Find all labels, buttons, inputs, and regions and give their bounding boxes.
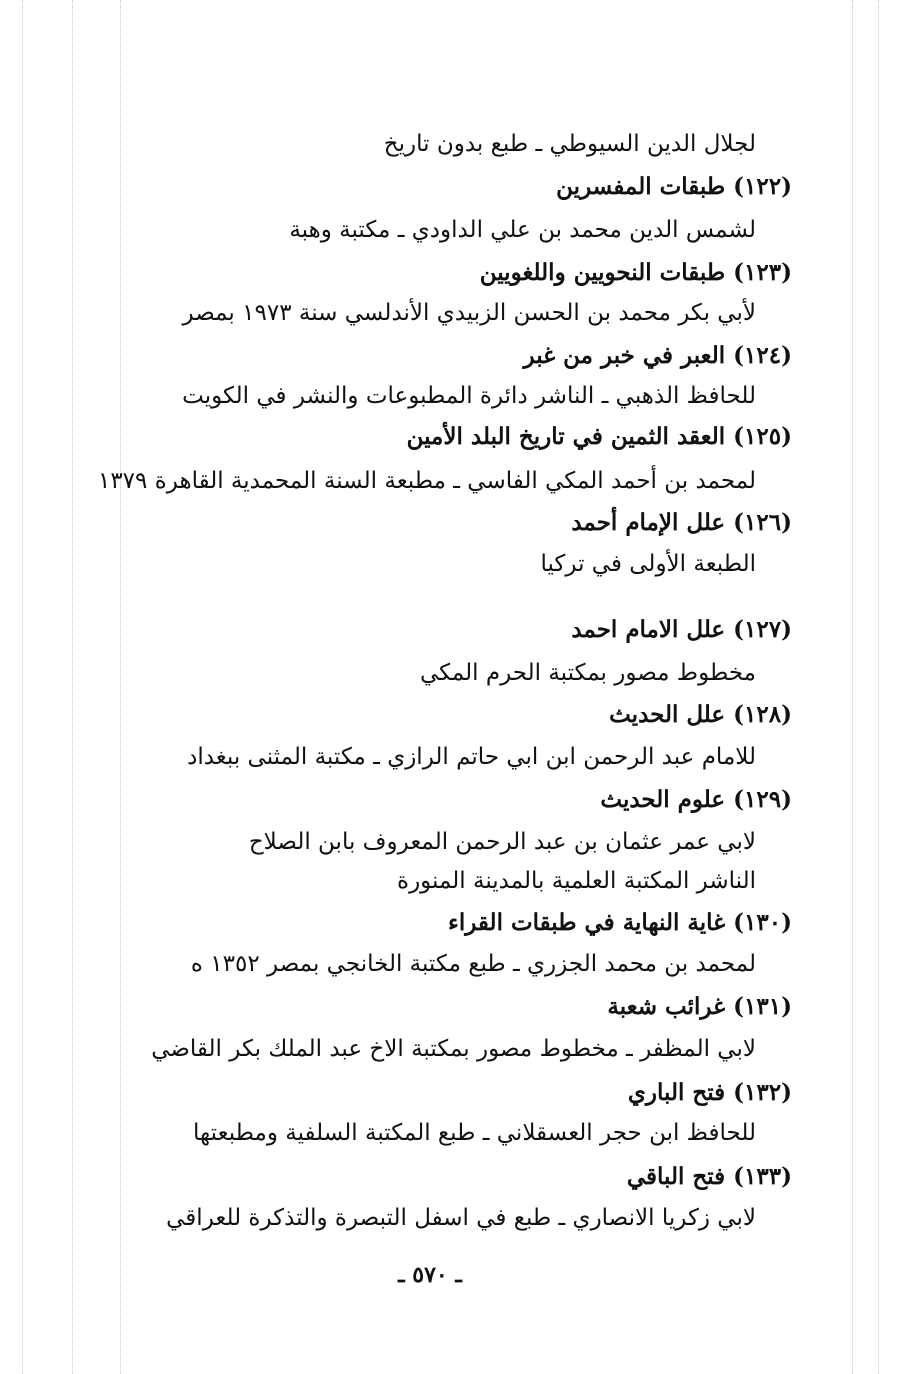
reference-entry: (١٣٠) غاية النهاية في طبقات القراء — [448, 909, 792, 936]
scan-margin-line — [120, 0, 122, 1374]
reference-detail: للحافظ ابن حجر العسقلاني ـ طبع المكتبة السلفية ومطبعتها — [193, 1120, 756, 1146]
reference-detail: للحافظ الذهبي ـ الناشر دائرة المطبوعات والنشر في الكويت — [182, 383, 756, 409]
reference-entry: (١٣١) غرائب شعبة — [607, 993, 792, 1020]
reference-entry: (١٢٧) علل الامام احمد — [571, 616, 792, 643]
reference-detail: لجلال الدين السيوطي ـ طبع بدون تاريخ — [383, 131, 756, 157]
reference-detail: للامام عبد الرحمن ابن ابي حاتم الرازي ـ مكتبة المثنى ببغداد — [187, 744, 756, 770]
page-number: ـ ٥٧٠ ـ — [398, 1262, 462, 1288]
reference-detail: لمحمد بن أحمد المكي الفاسي ـ مطبعة السنة المحمدية القاهرة ١٣٧٩ — [97, 468, 756, 494]
scan-margin-line — [878, 0, 880, 1374]
scan-margin-line — [72, 0, 74, 1374]
reference-detail: الناشر المكتبة العلمية بالمدينة المنورة — [397, 868, 756, 894]
reference-detail: لابي زكريا الانصاري ـ طبع في اسفل التبصرة والتذكرة للعراقي — [166, 1205, 756, 1231]
reference-entry: (١٢٨) علل الحديث — [609, 701, 792, 728]
reference-entry: (١٢٤) العبر في خبر من غبر — [523, 342, 792, 369]
reference-entry: (١٢٥) العقد الثمين في تاريخ البلد الأمين — [406, 423, 792, 450]
reference-entry: (١٣٢) فتح الباري — [627, 1079, 792, 1106]
reference-entry: (١٢٣) طبقات النحويين واللغويين — [479, 259, 792, 286]
reference-detail: لابي عمر عثمان بن عبد الرحمن المعروف بابن الصلاح — [248, 829, 756, 855]
reference-detail: الطبعة الأولى في تركيا — [540, 551, 756, 577]
scan-margin-line — [22, 0, 24, 1374]
reference-entry: (١٣٣) فتح الباقي — [626, 1163, 792, 1190]
reference-detail: لشمس الدين محمد بن علي الداودي ـ مكتبة وهبة — [289, 217, 756, 243]
reference-detail: لأبي بكر محمد بن الحسن الزبيدي الأندلسي سنة ١٩٧٣ بمصر — [182, 300, 756, 326]
reference-detail: لابي المظفر ـ مخطوط مصور بمكتبة الاخ عبد الملك بكر القاضي — [151, 1036, 756, 1062]
reference-entry: (١٢٢) طبقات المفسرين — [556, 173, 792, 200]
scan-margin-line — [852, 0, 854, 1374]
reference-detail: لمحمد بن محمد الجزري ـ طبع مكتبة الخانجي بمصر ١٣٥٢ ه — [190, 951, 756, 977]
reference-entry: (١٢٦) علل الإمام أحمد — [571, 509, 792, 536]
reference-detail: مخطوط مصور بمكتبة الحرم المكي — [419, 660, 756, 686]
reference-entry: (١٢٩) علوم الحديث — [600, 786, 792, 813]
